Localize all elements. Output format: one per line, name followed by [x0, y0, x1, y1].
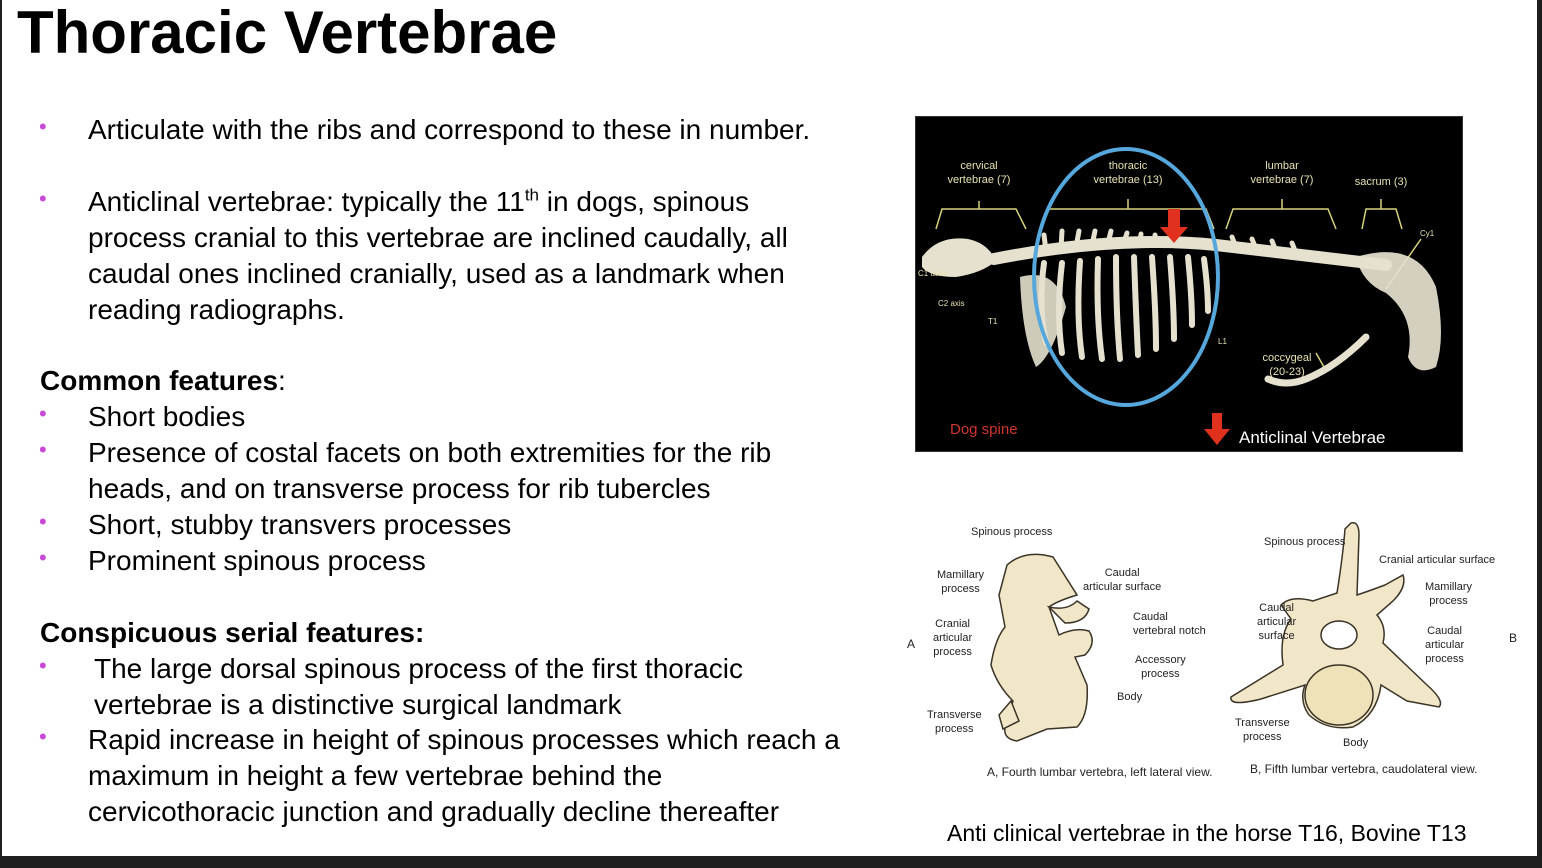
bullet-icon: • — [39, 401, 47, 426]
bullet-icon: • — [39, 437, 47, 462]
serial-item-line: The large dorsal spinous process of the first thoracic — [94, 653, 743, 684]
anticlinal-line3: caudal ones inclined cranially, used as a landmark when — [88, 258, 785, 289]
t1-label: T1 — [988, 317, 998, 326]
common-heading-colon: : — [278, 365, 286, 396]
lumbar-vertebra-diagrams — [907, 515, 1532, 785]
common-item-line: heads, and on transverse process for rib tubercles — [88, 473, 711, 504]
pelvis — [1356, 252, 1441, 370]
anticlinal-line1-pre: Anticlinal vertebrae: typically the 11 — [88, 186, 525, 217]
slide — [2, 0, 1537, 856]
vertebra-a-lateral-view — [991, 554, 1092, 741]
anticlinal-line4: reading radiographs. — [88, 294, 345, 325]
common-item: Prominent spinous process — [88, 545, 426, 576]
ribs — [1041, 257, 1208, 359]
horse-bovine-caption: Anti clinical vertebrae in the horse T16, Bovine T13 — [947, 820, 1467, 846]
slide-title: Thoracic Vertebrae — [17, 0, 558, 66]
bullet-icon: • — [39, 545, 47, 570]
diagram-a-caption: A, Fourth lumbar vertebra, left lateral view. — [987, 765, 1213, 779]
serial-item — [88, 722, 840, 830]
anticlinal-vertebrae-label: Anticlinal Vertebrae — [1239, 428, 1386, 447]
serial-item-line: Rapid increase in height of spinous processes which reach a — [88, 724, 840, 755]
serial-item-line: maximum in height a few vertebrae behind the — [88, 760, 663, 791]
bullet-ribs: Articulate with the ribs and correspond to these in number. — [88, 114, 811, 145]
a-caudal-articular-label: Caudal articular surface — [1083, 567, 1162, 593]
b-body-label: Body — [1343, 737, 1369, 749]
c1-label: C1 atlas — [918, 269, 948, 278]
thoracic-label: thoracic vertebrae (13) — [1093, 160, 1163, 186]
sacrum-label: sacrum (3) — [1354, 176, 1408, 188]
bullet-icon: • — [39, 114, 47, 139]
dog-spine-label: Dog spine — [950, 421, 1018, 438]
diagram-b-letter: B — [1509, 631, 1518, 645]
diagram-a-letter: A — [907, 637, 916, 651]
a-body-label: Body — [1117, 691, 1143, 703]
serial-item-line: vertebrae is a distinctive surgical landmark — [94, 689, 622, 720]
serial-item-line: cervicothoracic junction and gradually decline thereafter — [88, 796, 780, 827]
bullet-icon: • — [39, 653, 47, 678]
serial-heading: Conspicuous serial features: — [40, 617, 425, 648]
anticlinal-sup: th — [524, 185, 540, 205]
bullet-icon: • — [39, 724, 47, 749]
common-item — [88, 435, 771, 507]
anticlinal-line1-post: in dogs, spinous — [539, 186, 750, 217]
common-heading — [40, 363, 286, 399]
a-transverse-label: Transverse process — [927, 709, 982, 735]
common-item-line: Presence of costal facets on both extremities for the rib — [88, 437, 772, 468]
l1-label: L1 — [1218, 337, 1227, 346]
common-heading-text: Common features — [40, 365, 279, 396]
a-accessory-label: Accessory process — [1135, 654, 1186, 680]
diagram-b-caption: B, Fifth lumbar vertebra, caudolateral view. — [1250, 762, 1478, 776]
lumbar-label: lumbar vertebrae (7) — [1250, 160, 1314, 186]
dog-spine-image — [915, 116, 1463, 452]
legend-arrow-icon — [1204, 413, 1230, 445]
b-caudal-articular-process-label: Caudal articular process — [1425, 625, 1465, 665]
anticlinal-line2: process cranial to this vertebrae are inclined caudally, all — [88, 222, 788, 253]
b-transverse-label: Transverse process — [1235, 717, 1290, 743]
a-spinous-label: Spinous process — [971, 526, 1053, 538]
a-cranial-articular-label: Cranial articular process — [933, 618, 973, 658]
serial-item — [94, 651, 743, 723]
bullet-anticlinal — [88, 184, 888, 328]
bullet-icon: • — [39, 509, 47, 534]
cervical-label: cervical vertebrae (7) — [947, 160, 1011, 186]
a-mamillary-label: Mamillary process — [937, 569, 985, 595]
b-spinous-label: Spinous process — [1264, 536, 1346, 548]
common-item: Short, stubby transvers processes — [88, 509, 512, 540]
a-caudal-notch-label: Caudal vertebral notch — [1133, 611, 1206, 637]
bullet-icon: • — [39, 186, 47, 211]
b-cranial-articular-surface-label: Cranial articular surface — [1379, 554, 1496, 566]
b-caudal-articular-surface-label: Caudal articular surface — [1257, 602, 1297, 642]
coccygeal-label: coccygeal (20-23) — [1262, 352, 1312, 378]
c2-label: C2 axis — [938, 299, 965, 308]
common-item: Short bodies — [88, 401, 246, 432]
cy1-label: Cy1 — [1420, 229, 1435, 238]
b-mamillary-label: Mamillary process — [1425, 581, 1473, 607]
